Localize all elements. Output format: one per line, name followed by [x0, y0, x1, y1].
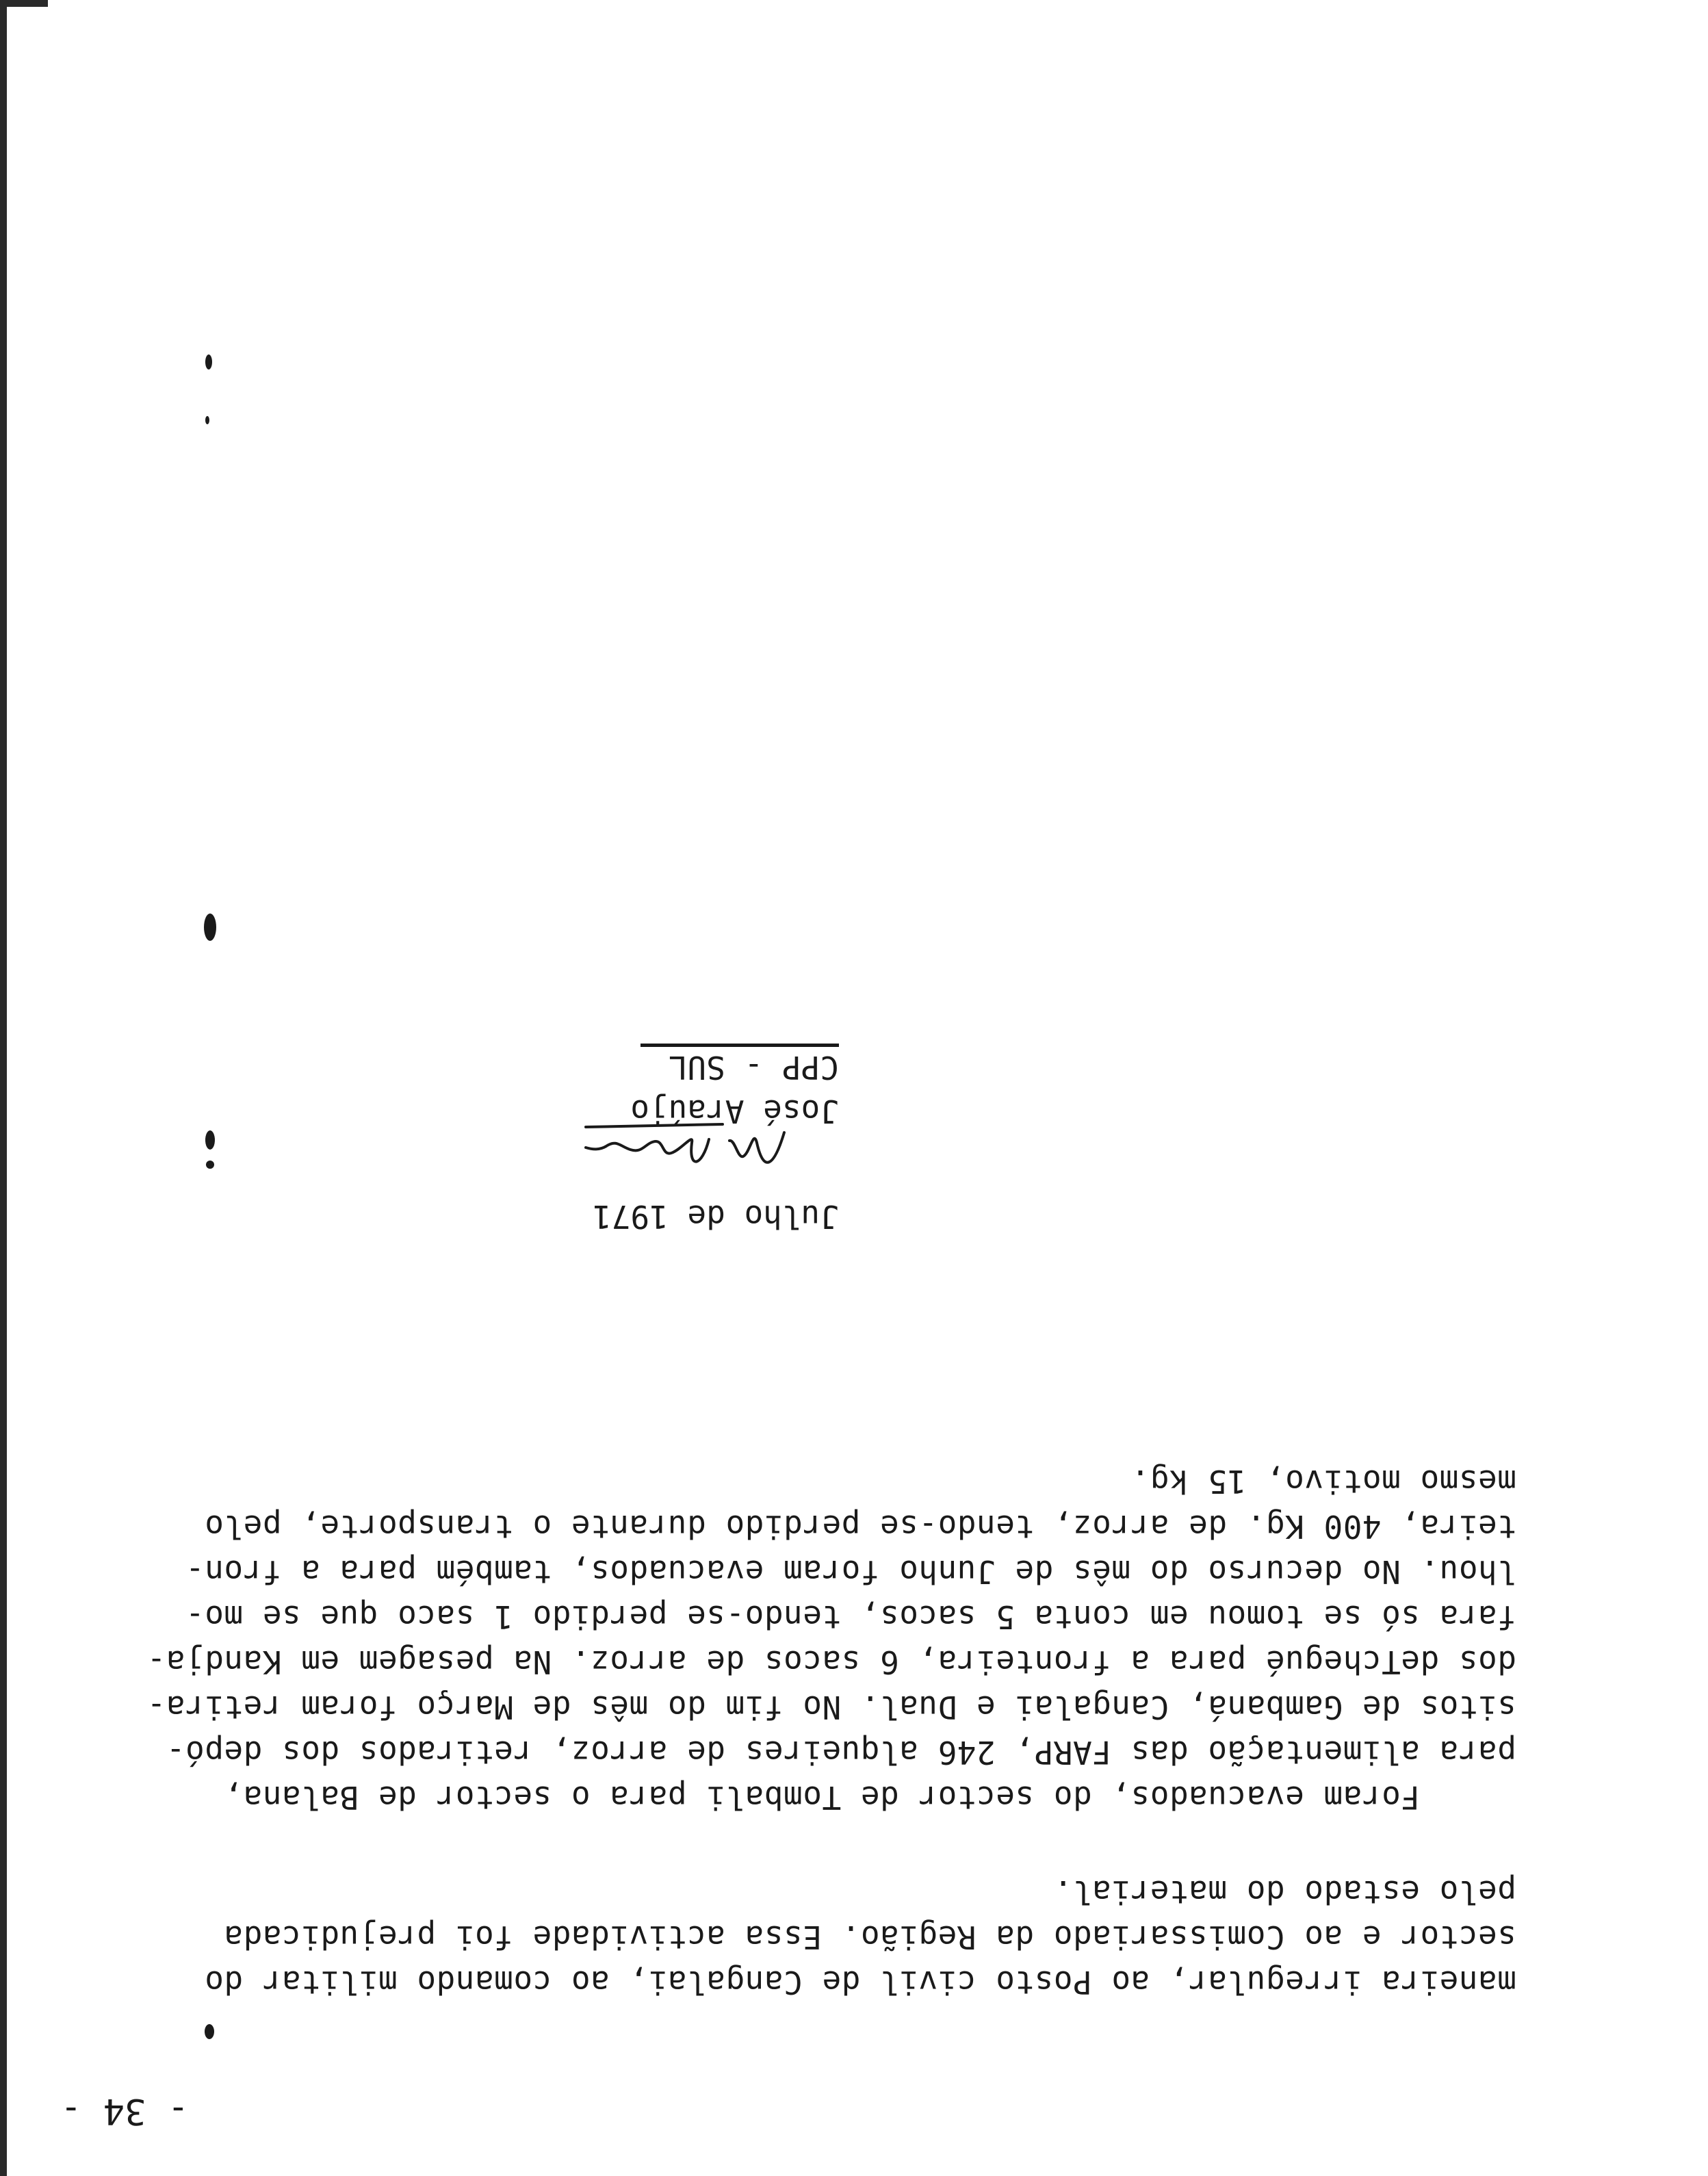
text-line: pelo estado do material. — [1053, 1874, 1516, 1911]
page-number: - 34 - — [60, 2090, 189, 2132]
paragraph-continuation — [205, 1869, 1516, 2005]
scan-corner — [0, 0, 48, 7]
paragraph-rice-evacuation — [146, 1459, 1516, 1820]
signatory-name: José Araújo — [630, 1093, 839, 1130]
text-line: dos deTchegué para a fronteira, 6 sacos de arroz. Na pesagem em Kandja- — [146, 1644, 1516, 1681]
text-line: maneira irregular, ao Posto civil de Cangalai, ao comando militar do — [204, 1964, 1516, 2001]
handwritten-signature — [572, 1119, 791, 1180]
punch-mark — [205, 354, 212, 370]
text-line: lhou. No decurso do mês de Junho foram evacuados, também para a fron- — [185, 1553, 1516, 1590]
text-line: sitos de Gambaná, Cangalai e Dual. No fim do mês de Março foram retira- — [146, 1689, 1516, 1726]
department-label: CPP - SUL — [668, 1049, 839, 1086]
text-line: Foram evacuados, do sector de Tombali para o sector de Balana, — [223, 1779, 1516, 1816]
punch-mark — [205, 1130, 215, 1150]
punch-mark — [205, 2024, 214, 2039]
text-line: fara só se tomou em conta 5 sacos, tendo-se perdido 1 saco que se mo- — [185, 1598, 1516, 1635]
punch-mark — [206, 1161, 214, 1169]
text-line: mesmo motivo, 15 kg. — [1130, 1463, 1516, 1500]
date-line: Julho de 1971 — [592, 1198, 839, 1235]
text-line: para alimentação das FARP, 246 alqueires de arroz, retirados dos depó- — [166, 1734, 1516, 1771]
punch-mark — [205, 416, 209, 424]
underline-rule — [640, 1044, 839, 1047]
text-line: teira, 400 Kg. de arroz, tendo-se perdido durante o transporte, pelo — [204, 1508, 1516, 1545]
scan-edge — [0, 0, 7, 2176]
punch-mark — [204, 914, 216, 941]
text-line: sector e ao Comissariado da Região. Essa actividade foi prejudicada — [223, 1919, 1516, 1956]
